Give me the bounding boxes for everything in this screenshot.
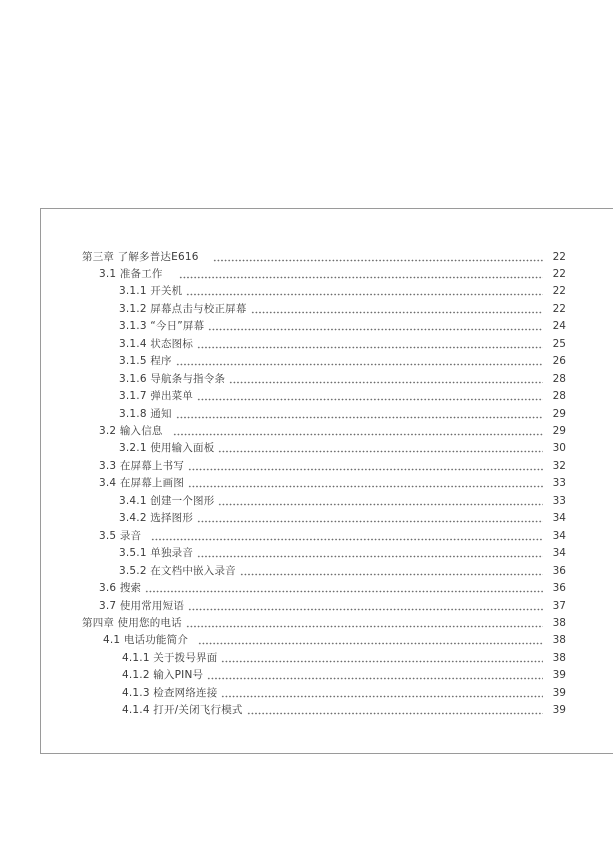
toc-page-number: 39 <box>552 669 566 682</box>
toc-section-entry <box>122 650 566 667</box>
toc-page-number: 34 <box>552 547 566 560</box>
toc-entry-title: 3.1.3 “今日”屏幕 <box>119 320 205 333</box>
toc-page-number: 34 <box>552 529 566 542</box>
toc-entry-title: 3.1.2 屏幕点击与校正屏幕 <box>119 302 247 315</box>
toc-section-entry <box>122 702 566 719</box>
toc-entry-title: 3.1.4 状态图标 <box>119 337 194 350</box>
toc-dot-leader <box>188 468 543 471</box>
toc-dot-leader <box>188 608 543 611</box>
toc-entry-title: 4.1.3 检查网络连接 <box>122 686 218 699</box>
toc-dot-leader <box>197 346 543 349</box>
toc-dot-leader <box>197 555 543 558</box>
toc-dot-leader <box>186 625 543 628</box>
toc-section-entry <box>119 283 566 300</box>
toc-dot-leader <box>247 712 543 715</box>
toc-section-entry <box>119 371 566 388</box>
toc-entry-title: 3.5.2 在文档中嵌入录音 <box>119 564 236 577</box>
toc-section-entry <box>99 423 566 440</box>
toc-dot-leader <box>145 590 543 593</box>
toc-entry-title: 4.1 电话功能简介 <box>103 634 189 647</box>
toc-page-number: 38 <box>552 634 566 647</box>
toc-dot-leader <box>218 450 543 453</box>
toc-entry-title: 4.1.4 打开/关闭飞行模式 <box>122 704 243 717</box>
toc-page-number: 22 <box>552 250 566 263</box>
toc-section-entry <box>119 545 566 562</box>
toc-section-entry <box>119 563 566 580</box>
toc-chapter-entry <box>82 615 566 632</box>
toc-entry-title: 3.5.1 单独录音 <box>119 547 194 560</box>
toc-page-number: 24 <box>552 320 566 333</box>
toc-dot-leader <box>208 328 543 331</box>
toc-section-entry <box>119 406 566 423</box>
toc-entry-title: 3.1 准备工作 <box>99 267 163 280</box>
toc-entry-title: 3.7 使用常用短语 <box>99 599 185 612</box>
toc-page-number: 22 <box>552 302 566 315</box>
toc-chapter-entry <box>82 249 566 266</box>
toc-page-number: 22 <box>552 267 566 280</box>
toc-dot-leader <box>207 677 543 680</box>
toc-dot-leader <box>188 485 543 488</box>
toc-dot-leader <box>213 259 543 262</box>
toc-entry-title: 3.4.1 创建一个图形 <box>119 494 215 507</box>
toc-dot-leader <box>186 293 543 296</box>
toc-entry-title: 4.1.1 关于拨号界面 <box>122 651 218 664</box>
toc-dot-leader <box>229 381 543 384</box>
toc-section-entry <box>119 510 566 527</box>
toc-section-entry <box>119 301 566 318</box>
toc-section-entry <box>103 632 566 649</box>
toc-dot-leader <box>197 398 543 401</box>
toc-dot-leader <box>221 695 543 698</box>
toc-section-entry <box>122 667 566 684</box>
toc-dot-leader <box>198 642 543 645</box>
toc-section-entry <box>99 458 566 475</box>
toc-dot-leader <box>240 573 543 576</box>
toc-dot-leader <box>176 416 543 419</box>
toc-page-number: 34 <box>552 512 566 525</box>
toc-dot-leader <box>197 520 543 523</box>
toc-page-number: 37 <box>552 599 566 612</box>
toc-page-number: 36 <box>552 582 566 595</box>
toc-entry-title: 3.1.1 开关机 <box>119 285 183 298</box>
toc-entry-title: 4.1.2 输入PIN号 <box>122 669 204 682</box>
toc-section-entry <box>119 388 566 405</box>
toc-page-number: 28 <box>552 372 566 385</box>
toc-dot-leader <box>179 276 543 279</box>
toc-section-entry <box>119 440 566 457</box>
toc-page-number: 26 <box>552 355 566 368</box>
toc-page-number: 29 <box>552 407 566 420</box>
toc-entry-title: 3.6 搜索 <box>99 582 142 595</box>
toc-page-number: 29 <box>552 425 566 437</box>
toc-section-entry <box>99 580 566 597</box>
toc-page-number: 25 <box>552 337 566 350</box>
toc-page-number: 28 <box>552 390 566 403</box>
toc-entry-title: 3.1.7 弹出菜单 <box>119 390 194 403</box>
toc-section-entry <box>119 353 566 370</box>
toc-entry-title: 3.2 输入信息 <box>99 425 163 437</box>
toc-entry-title: 3.2.1 使用输入面板 <box>119 442 215 455</box>
toc-entry-title: 3.3 在屏幕上书写 <box>99 459 185 472</box>
toc-page-number: 22 <box>552 285 566 298</box>
toc-page-number: 36 <box>552 564 566 577</box>
toc-entry-title: 3.4.2 选择图形 <box>119 512 194 525</box>
toc-page-number: 33 <box>552 477 566 490</box>
toc-dot-leader <box>176 363 543 366</box>
toc-section-entry <box>99 528 566 545</box>
toc-dot-leader <box>173 433 543 436</box>
toc-section-entry <box>99 475 566 492</box>
toc-entry-title: 3.5 录音 <box>99 529 142 542</box>
toc-page-number: 38 <box>552 616 566 629</box>
toc-entry-title: 3.1.6 导航条与指令条 <box>119 372 226 385</box>
toc-section-entry <box>99 598 566 615</box>
toc-section-entry <box>119 493 566 510</box>
toc-section-entry <box>119 318 566 335</box>
toc-entry-title: 第三章 了解多普达E616 <box>82 250 199 263</box>
toc-dot-leader <box>151 538 543 541</box>
toc-section-entry <box>122 685 566 702</box>
toc-page-number: 32 <box>552 459 566 472</box>
toc-entry-title: 3.4 在屏幕上画图 <box>99 477 185 490</box>
toc-page-number: 38 <box>552 651 566 664</box>
toc-dot-leader <box>218 503 543 506</box>
toc-page-number: 33 <box>552 494 566 507</box>
toc-page-number: 30 <box>552 442 566 455</box>
toc-entry-title: 第四章 使用您的电话 <box>82 616 182 629</box>
toc-entry-title: 3.1.8 通知 <box>119 407 172 420</box>
toc-dot-leader <box>251 311 543 314</box>
toc-section-entry <box>119 336 566 353</box>
toc-dot-leader <box>221 660 543 663</box>
toc-section-entry <box>99 266 566 283</box>
toc-entry-title: 3.1.5 程序 <box>119 355 172 368</box>
toc-page-number: 39 <box>552 686 566 699</box>
toc-page-number: 39 <box>552 704 566 717</box>
